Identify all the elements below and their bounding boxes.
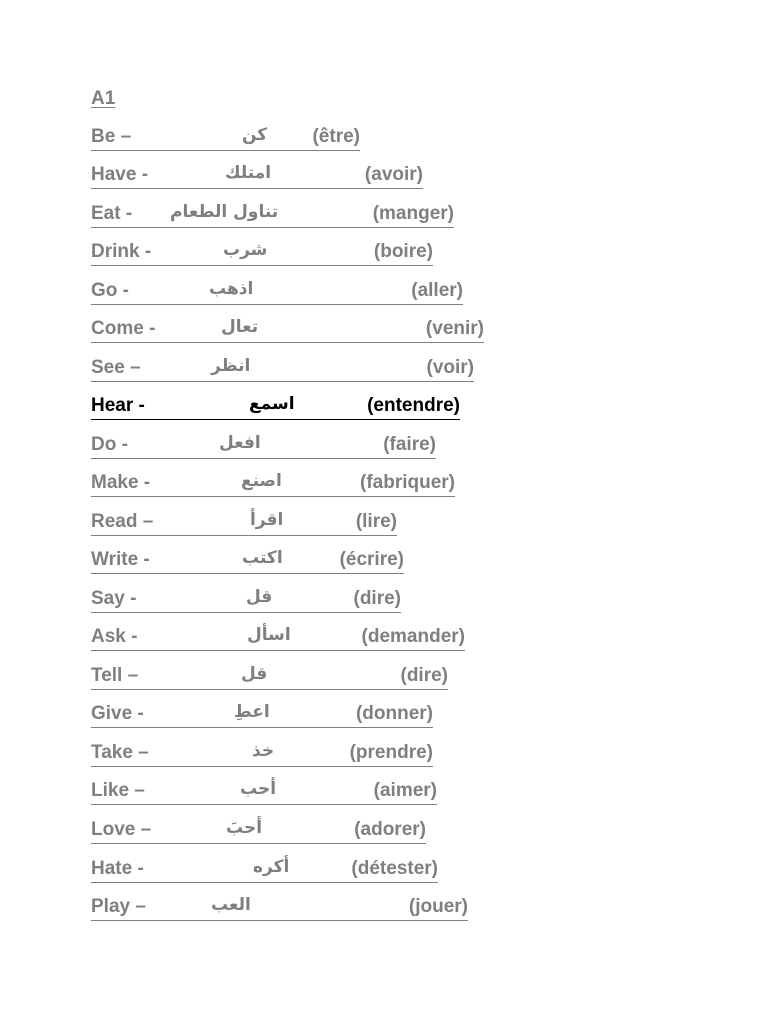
english-verb: Eat -	[91, 203, 133, 224]
arabic-translation: كن	[242, 125, 268, 145]
arabic-translation: امتلك	[225, 163, 272, 183]
french-translation: (être)	[312, 126, 360, 147]
french-translation: (avoir)	[364, 164, 423, 185]
vocab-row-drink	[91, 239, 433, 266]
french-translation: (manger)	[372, 203, 454, 224]
vocab-row-say	[91, 586, 401, 613]
arabic-translation: أحب	[240, 779, 277, 799]
arabic-translation: اقرأ	[250, 510, 284, 530]
english-verb: Play –	[91, 896, 146, 917]
vocab-row-play	[91, 894, 468, 921]
english-verb: Have -	[91, 164, 149, 185]
vocab-row-give	[91, 701, 433, 728]
vocab-row-like	[91, 778, 437, 805]
english-verb: Read –	[91, 511, 154, 532]
french-translation: (lire)	[355, 511, 397, 532]
english-verb: Do -	[91, 434, 128, 455]
french-translation: (dire)	[400, 665, 448, 686]
vocab-row-love	[91, 817, 426, 844]
french-translation: (dire)	[353, 588, 401, 609]
french-translation: (faire)	[383, 434, 436, 455]
vocab-row-see	[91, 355, 474, 382]
english-verb: Say -	[91, 588, 137, 609]
vocab-row-eat	[91, 201, 454, 228]
arabic-translation: افعل	[219, 433, 261, 453]
arabic-translation: أكره	[253, 857, 290, 877]
english-verb: Go -	[91, 280, 129, 301]
arabic-translation: اكتب	[242, 548, 283, 568]
english-verb: Ask -	[91, 626, 138, 647]
english-verb: Take –	[91, 742, 149, 763]
english-verb: Write -	[91, 549, 150, 570]
french-translation: (jouer)	[408, 896, 468, 917]
english-verb: Be –	[91, 126, 132, 147]
english-verb: See –	[91, 357, 141, 378]
french-translation: (adorer)	[354, 819, 426, 840]
arabic-translation: اسمع	[249, 394, 295, 414]
french-translation: (entendre)	[367, 395, 460, 416]
english-verb: Give -	[91, 703, 144, 724]
french-translation: (venir)	[425, 318, 484, 339]
arabic-translation: خذ	[252, 741, 275, 761]
arabic-translation: اذهب	[209, 279, 254, 299]
vocab-row-come	[91, 316, 484, 343]
french-translation: (voir)	[426, 357, 474, 378]
level-heading: A1	[91, 88, 116, 109]
french-translation: (demander)	[361, 626, 465, 647]
arabic-translation: قل	[241, 664, 268, 684]
vocab-row-hear	[91, 393, 460, 420]
vocab-row-hate	[91, 856, 438, 883]
english-verb: Hate -	[91, 858, 144, 879]
vocab-row-make	[91, 470, 455, 497]
french-translation: (aimer)	[373, 780, 437, 801]
vocab-row-have	[91, 162, 423, 189]
vocab-row-be	[91, 124, 360, 151]
english-verb: Tell –	[91, 665, 139, 686]
french-translation: (donner)	[355, 703, 433, 724]
english-verb: Come -	[91, 318, 156, 339]
arabic-translation: العب	[211, 895, 251, 915]
english-verb: Like –	[91, 780, 145, 801]
arabic-translation: اعطِ	[234, 702, 270, 722]
vocab-row-read	[91, 509, 397, 536]
french-translation: (prendre)	[349, 742, 433, 763]
arabic-translation: اصنع	[241, 471, 282, 491]
arabic-translation: تناول الطعام	[170, 202, 279, 222]
arabic-translation: اسأل	[247, 625, 291, 645]
french-translation: (écrire)	[339, 549, 404, 570]
english-verb: Love –	[91, 819, 152, 840]
french-translation: (fabriquer)	[360, 472, 455, 493]
arabic-translation: انظر	[211, 356, 251, 376]
french-translation: (aller)	[411, 280, 463, 301]
french-translation: (boire)	[373, 241, 433, 262]
arabic-translation: أحبَ	[226, 818, 263, 838]
arabic-translation: تعال	[221, 317, 259, 337]
vocab-row-go	[91, 278, 463, 305]
english-verb: Hear -	[91, 395, 145, 416]
arabic-translation: قل	[246, 587, 273, 607]
vocab-row-take	[91, 740, 433, 767]
english-verb: Make -	[91, 472, 151, 493]
arabic-translation: شرب	[223, 240, 268, 260]
english-verb: Drink -	[91, 241, 152, 262]
french-translation: (détester)	[351, 858, 438, 879]
vocab-row-tell	[91, 663, 448, 690]
vocab-row-ask	[91, 624, 465, 651]
vocab-row-write	[91, 547, 404, 574]
vocab-row-do	[91, 432, 436, 459]
